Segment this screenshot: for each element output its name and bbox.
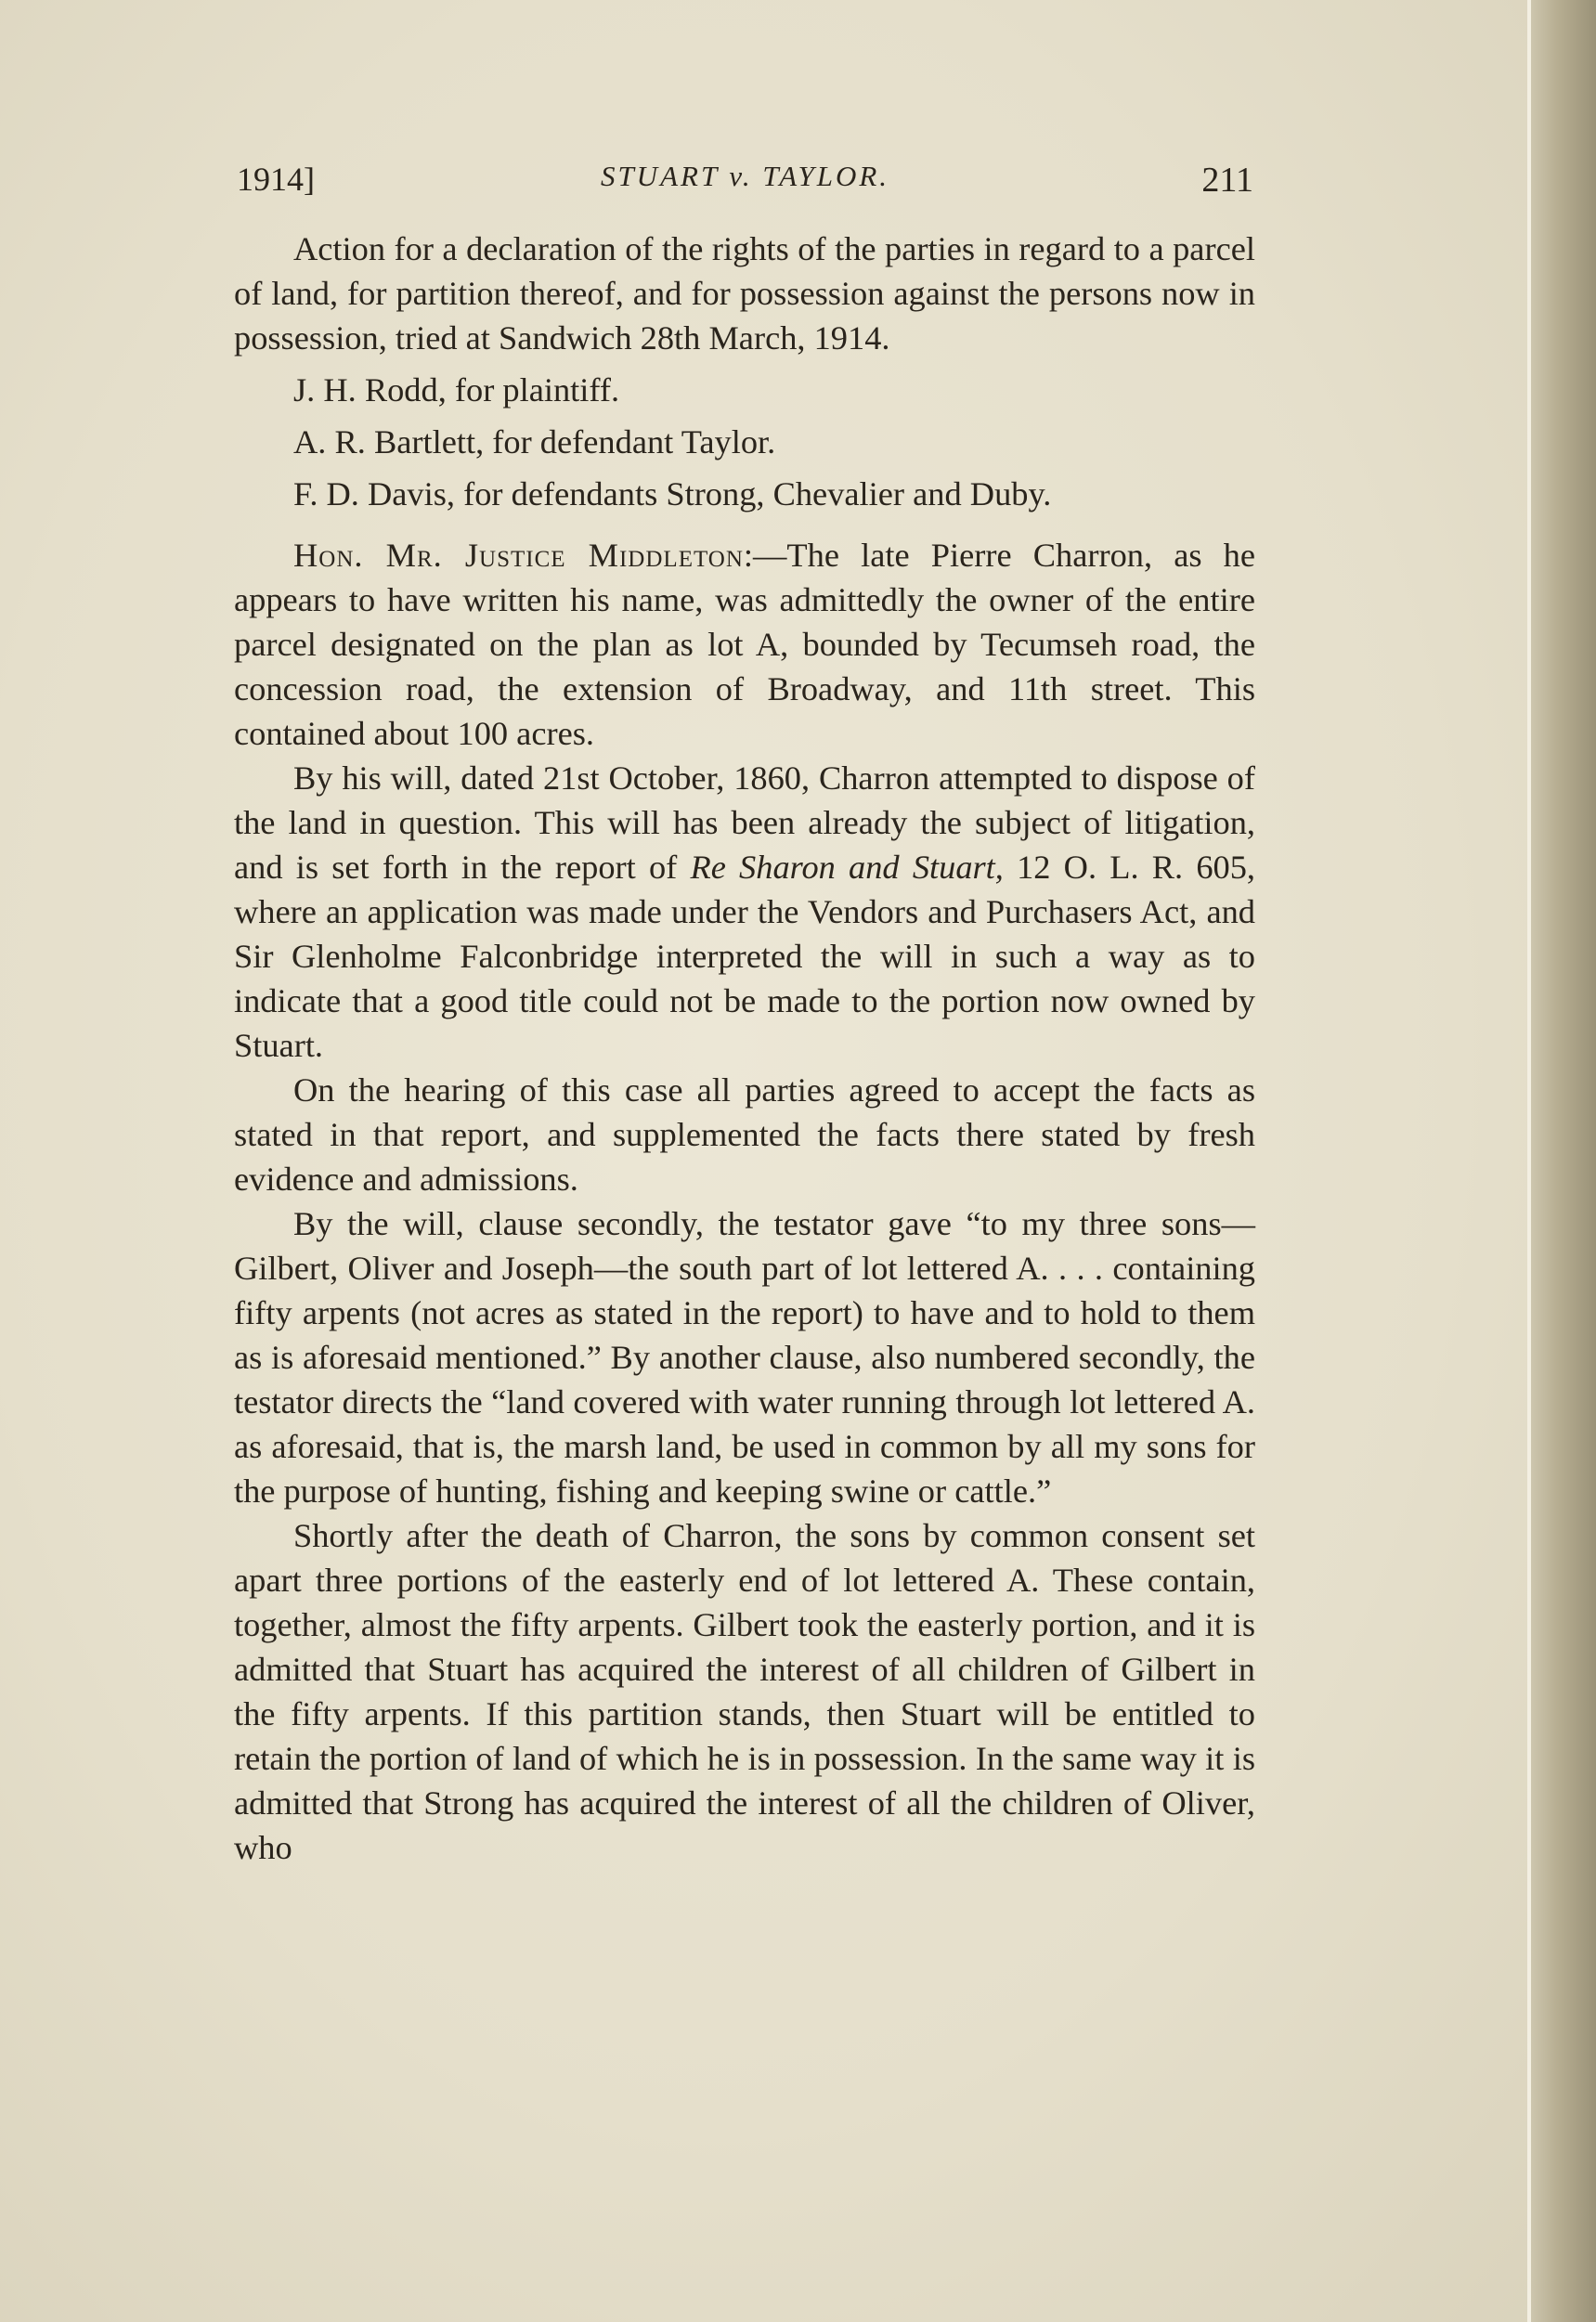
will-paragraph bbox=[234, 756, 1255, 1068]
book-spine bbox=[1531, 0, 1596, 2322]
header-year: 1914] bbox=[237, 161, 315, 198]
judgment-text: :—The late Pierre Charron, as he appears to have written his name, was admittedly the owner of the entire parcel designated on the plan as lot A, bounded by Tecumseh road, the concession road, the extension of Broadway, and 11th street. This contained about 100 acres. bbox=[234, 537, 1255, 752]
running-header bbox=[237, 160, 1253, 206]
page-number: 211 bbox=[1201, 161, 1253, 200]
counsel-line: F. D. Davis, for defendants Strong, Chevalier and Duby. bbox=[293, 475, 1052, 512]
judge-name: Hon. Mr. Justice Middleton bbox=[293, 537, 744, 574]
running-title: STUART v. TAYLOR. bbox=[600, 160, 890, 192]
counsel-line: J. H. Rodd, for plaintiff. bbox=[293, 371, 620, 409]
clause-paragraph: By the will, clause secondly, the testator gave “to my three sons—Gilbert, Oliver and Joseph—the south part of lot lettered A. . . . containing fifty arpents (not acres as stated in the report) to have and to hold to them as is aforesaid mentioned.” By another clause, also numbered secondly, the testator directs the “land covered with water running through lot lettered A. as aforesaid, that is, the marsh land, be used in common by all my sons for the purpose of hunting, fishing and keeping swine or cattle.” bbox=[234, 1205, 1255, 1510]
body-text bbox=[234, 227, 1255, 1870]
case-citation: Re Sharon and Stuart, bbox=[690, 849, 1004, 886]
intro-paragraph: Action for a declaration of the rights of the parties in regard to a parcel of land, for partition thereof, and for possession against the persons now in possession, tried at Sandwich 28th March, 1914. bbox=[234, 230, 1255, 357]
counsel-line: A. R. Bartlett, for defendant Taylor. bbox=[293, 423, 776, 461]
will-text: 12 O. L. R. 605, where an application was made under the Vendors and Purchasers Act, and Sir Glenholme Falconbridge interpreted the will in such a way as to indicate that a good title could not be made to the portion now owned by Stuart. bbox=[234, 849, 1255, 1064]
hearing-paragraph: On the hearing of this case all parties agreed to accept the facts as stated in that report, and supplemented the facts there stated by fresh evidence and admissions. bbox=[234, 1071, 1255, 1198]
will-text: By his will, dated 21st October, 1860, Charron attempted to dispose of the land in question. This will has been already the subject of litigation, and is set forth in the report of bbox=[234, 759, 1255, 886]
judgment-paragraph bbox=[234, 533, 1255, 756]
partition-paragraph: Shortly after the death of Charron, the sons by common consent set apart three portions of the easterly end of lot lettered A. These contain, together, almost the fifty arpents. Gilbert took the easterly portion, and it is admitted that Stuart has acquired the interest of all children of Gilbert in the fifty arpents. If this partition stands, then Stuart will be entitled to retain the portion of land of which he is in possession. In the same way it is admitted that Strong has acquired the interest of all the children of Oliver, who bbox=[234, 1517, 1255, 1866]
